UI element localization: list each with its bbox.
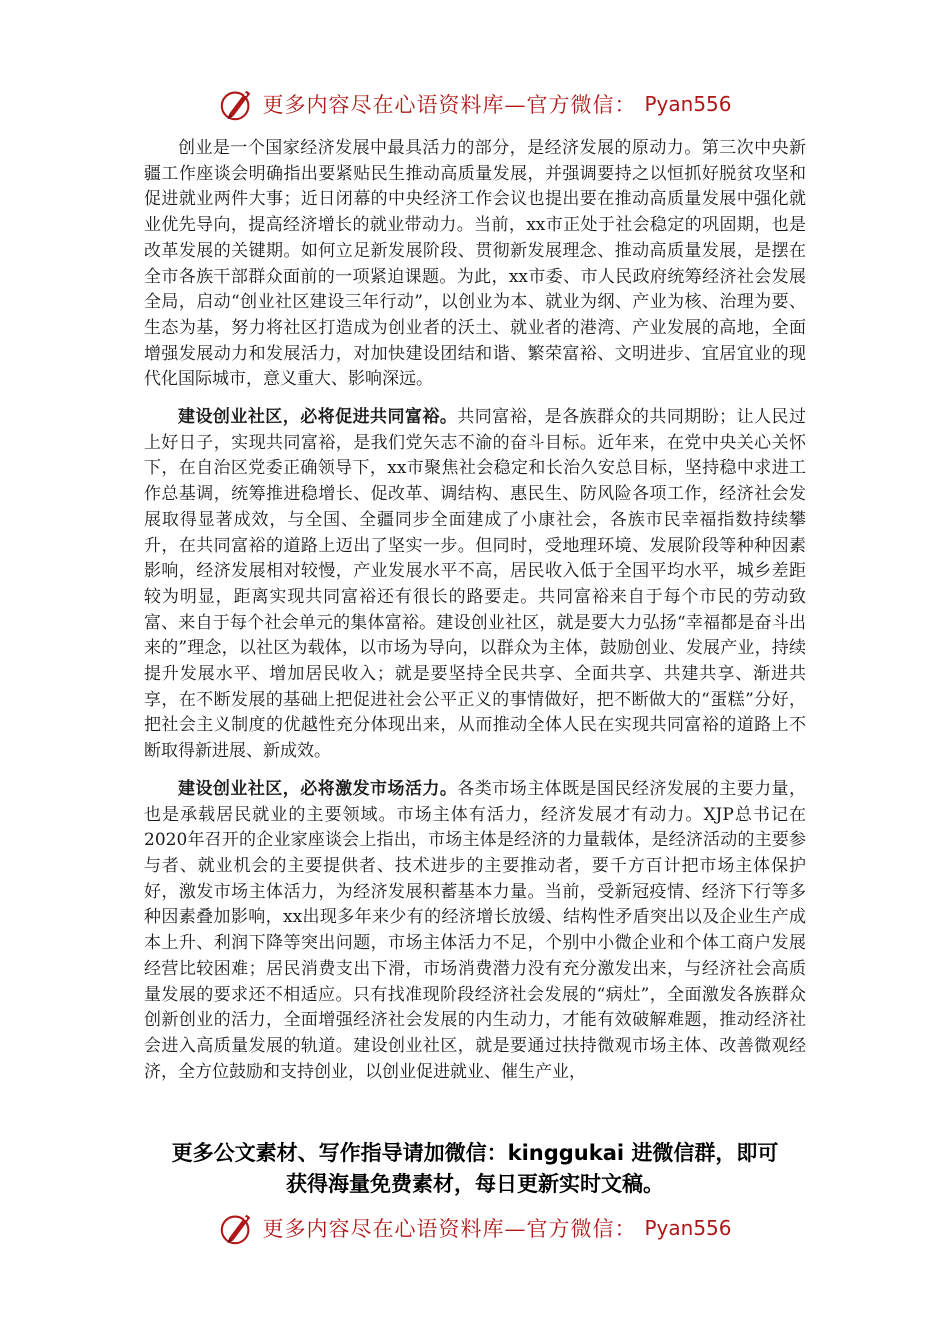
document-body [144,136,806,1085]
pen-nib-logo-icon [218,85,256,123]
footer-banner-text: 更多内容尽在心语资料库—官方微信： [262,1217,637,1241]
paragraph-text: 创业是一个国家经济发展中最具活力的部分，是经济发展的原动力。第三次中央新疆工作座谈会明确指出要紧贴民生推动高质量发展，并强调要持之以恒抓好脱贫攻坚和促进就业两件大事；近日闭幕的中央经济工作会议也提出要在推动高质量发展中强化就业优先导向，提高经济增长的就业带动力。当前，xx市正处于社会稳定的巩固期，也是改革发展的关键期。如何立足新发展阶段、贯彻新发展理念、推动高质量发展，是摆在全市各族干部群众面前的一项紧迫课题。为此，xx市委、市人民政府统筹经济社会发展全局，启动“创业社区建设三年行动”，以创业为本、就业为纲、产业为核、治理为要、生态为基，努力将社区打造成为创业者的沃土、就业者的港湾、产业发展的高地，全面增强发展动力和发展活力，对加快建设团结和谐、繁荣富裕、文明进步、宜居宜业的现代化国际城市，意义重大、影响深远。 [144,138,806,390]
pen-nib-logo-icon [218,1209,256,1247]
footer-banner [0,1204,950,1252]
paragraph-intro [144,136,806,393]
promo-notice [130,1138,820,1200]
header-banner-text: 更多内容尽在心语资料库—官方微信： [262,93,637,117]
promo-line-2: 获得海量免费素材，每日更新实时文稿。 [286,1172,664,1196]
paragraph-text: 各类市场主体既是国民经济发展的主要力量，也是承载居民就业的主要领域。市场主体有活力，经济发展才有动力。XJP总书记在2020年召开的企业家座谈会上指出，市场主体是经济的力量载体，是经济活动的主要参与者、就业机会的主要提供者、技术进步的主要推动者，要千方百计把市场主体保护好，激发市场主体活力，为经济发展积蓄基本力量。当前，受新冠疫情、经济下行等多种因素叠加影响，xx出现多年来少有的经济增长放缓、结构性矛盾突出以及企业生产成本上升、利润下降等突出问题，市场主体活力不足，个别中小微企业和个体工商户发展经营比较困难；居民消费支出下滑，市场消费潜力没有充分激发出来，与经济社会高质量发展的要求还不相适应。只有找准现阶段经济社会发展的“病灶”，全面激发各族群众创新创业的活力，全面增强经济社会发展的内生动力，才能有效破解难题，推动经济社会进入高质量发展的轨道。建设创业社区，就是要通过扶持微观市场主体、改善微观经济，全方位鼓励和支持创业，以创业促进就业、催生产业， [144,778,807,1082]
paragraph-common-prosperity [144,405,806,765]
paragraph-lead: 建设创业社区，必将促进共同富裕。 [178,407,458,428]
paragraph-text: 共同富裕，是各族群众的共同期盼；让人民过上好日子，实现共同富裕，是我们党矢志不渝的奋斗目标。近年来，在党中央关心关怀下，在自治区党委正确领导下，xx市聚焦社会稳定和长治久安总目标，坚持稳中求进工作总基调，统筹推进稳增长、促改革、调结构、惠民生、防风险各项工作，经济社会发展取得显著成效，与全国、全疆同步全面建成了小康社会，各族市民幸福指数持续攀升，在共同富裕的道路上迈出了坚实一步。但同时，受地理环境、发展阶段等种种因素影响，经济发展相对较慢，产业发展水平不高，居民收入低于全国平均水平，城乡差距较为明显，距离实现共同富裕还有很长的路要走。共同富裕来自于每个市民的劳动致富、来自于每个社会单元的集体富裕。建设创业社区，就是要大力弘扬“幸福都是奋斗出来的”理念，以社区为载体，以市场为导向，以群众为主体，鼓励创业、发展产业，持续提升发展水平、增加居民收入；就是要坚持全民共享、全面共享、共建共享、渐进共享，在不断发展的基础上把促进社会公平正义的事情做好，把不断做大的“蛋糕”分好，把社会主义制度的优越性充分体现出来，从而推动全体人民在实现共同富裕的道路上不断取得新进展、新成效。 [144,407,807,762]
promo-line-1: 更多公文素材、写作指导请加微信：kinggukai 进微信群，即可 [171,1141,779,1165]
paragraph-market-vitality [144,777,806,1085]
paragraph-lead: 建设创业社区，必将激发市场活力。 [178,778,458,799]
header-wechat-id: Pyan556 [644,92,732,116]
header-banner [0,80,950,128]
footer-wechat-id: Pyan556 [644,1216,732,1240]
